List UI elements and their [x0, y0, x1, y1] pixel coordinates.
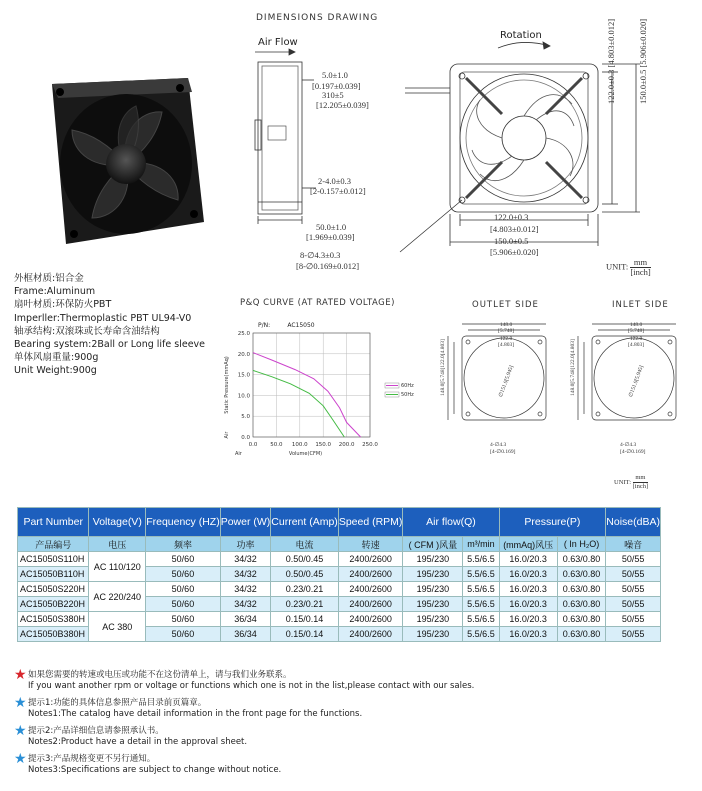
mmaq-cell: 16.0/20.3: [499, 552, 557, 567]
speed-cell: 2400/2600: [338, 597, 403, 612]
inlet-top2: 122.0 [4.803]: [628, 336, 645, 348]
power-cell: 36/34: [220, 612, 271, 627]
dim-hole-spacing-inch: [4.803±0.012]: [490, 224, 539, 234]
cfm-cell: 195/230: [403, 597, 463, 612]
m3-cell: 5.5/6.5: [463, 567, 499, 582]
spec-line: 外框材质:铝合金: [14, 273, 84, 284]
series-line-60Hz: [253, 353, 361, 437]
col-voltage-cn: 电压: [89, 537, 146, 552]
spec-table: [17, 507, 661, 642]
speed-cell: 2400/2600: [338, 612, 403, 627]
dim-width: 150.0±0.5: [494, 236, 529, 246]
part-number-cell: AC15050B110H: [18, 567, 89, 582]
drawing-title: DIMENSIONS DRAWING: [256, 13, 379, 23]
voltage-cell: AC 380: [89, 612, 146, 642]
mmaq-cell: 16.0/20.3: [499, 597, 557, 612]
col-noise: Noise(dBA): [606, 508, 661, 537]
freq-cell: 50/60: [146, 582, 221, 597]
note-2: ★ 提示2:产品详细信息请参照承认书。 Notes2:Product have a detail in the approval sheet.: [14, 723, 248, 747]
spec-line: 单体风扇重量:900g: [14, 352, 99, 364]
outlet-top2: 122.0 [4.803]: [498, 336, 515, 348]
col-cfm-cn: ( CFM )风量: [403, 537, 463, 552]
note-1: ★ 提示1:功能的具体信息参照产品目录前页篇章。 Notes1:The catalog have detail information in the front page for the functions.: [14, 695, 363, 719]
col-airflow: Air flow(Q): [403, 508, 499, 537]
cfm-cell: 195/230: [403, 552, 463, 567]
unit-label: UNIT: mm [inch]: [606, 257, 651, 277]
col-frequency: Frequency (HZ): [146, 508, 221, 537]
power-cell: 34/32: [220, 597, 271, 612]
col-pressure: Pressure(P): [499, 508, 606, 537]
part-number-cell: AC15050B380H: [18, 627, 89, 642]
spec-line: Frame:Aluminum: [14, 286, 96, 298]
inh2o-cell: 0.63/0.80: [557, 582, 605, 597]
spec-line: Unit Weight:900g: [14, 365, 97, 377]
part-number-cell: AC15050B220H: [18, 597, 89, 612]
m3-cell: 5.5/6.5: [463, 627, 499, 642]
noise-cell: 50/55: [606, 552, 661, 567]
speed-cell: 2400/2600: [338, 567, 403, 582]
legend-label: 50Hz: [401, 392, 414, 398]
col-speed-cn: 转速: [338, 537, 403, 552]
dim-holes: 8-∅4.3±0.3: [300, 250, 341, 260]
col-power-cn: 功率: [220, 537, 271, 552]
voltage-cell: AC 110/120: [89, 552, 146, 582]
series-line-50Hz: [253, 370, 344, 437]
x-air-label: Air: [235, 451, 242, 457]
current-cell: 0.50/0.45: [271, 567, 339, 582]
inlet-hole: 4-∅4.3 [4-∅0.169]: [620, 442, 646, 455]
unit-label-2: UNIT: mm [inch]: [614, 474, 649, 490]
air-flow-label: Air Flow: [258, 37, 298, 48]
speed-cell: 2400/2600: [338, 552, 403, 567]
freq-cell: 50/60: [146, 597, 221, 612]
power-cell: 34/32: [220, 552, 271, 567]
pq-chart: [220, 325, 420, 475]
fan-photo: [30, 72, 210, 252]
col-part-number-cn: 产品编号: [18, 537, 89, 552]
outlet-left: 148.0[5.748]122.0[4.803]: [440, 339, 446, 396]
dim-terminal: 2-4.0±0.3: [318, 176, 351, 186]
noise-cell: 50/55: [606, 567, 661, 582]
col-part-number: Part Number: [18, 508, 89, 537]
inh2o-cell: 0.63/0.80: [557, 627, 605, 642]
spec-line: 扇叶材质:环保防火PBT: [14, 299, 112, 311]
noise-cell: 50/55: [606, 597, 661, 612]
dim-cable-length: 310±5: [322, 90, 344, 100]
plot-frame: [253, 333, 370, 437]
star-icon: ★: [14, 667, 27, 683]
col-noise-cn: 噪音: [606, 537, 661, 552]
col-speed: Speed (RPM): [338, 508, 403, 537]
col-current-cn: 电流: [271, 537, 339, 552]
note-3: ★ 提示3:产品规格变更不另行通知。 Notes3:Specifications are subject to change without notice.: [14, 751, 282, 775]
star-icon: ★: [14, 751, 27, 767]
outlet-title: OUTLET SIDE: [472, 300, 539, 310]
y-axis-label: Static Pressure(mmAq): [224, 356, 230, 414]
spec-line: Imperller:Thermoplastic PBT UL94-V0: [14, 312, 192, 324]
inh2o-cell: 0.63/0.80: [557, 552, 605, 567]
cfm-cell: 195/230: [403, 567, 463, 582]
inh2o-cell: 0.63/0.80: [557, 567, 605, 582]
inlet-title: INLET SIDE: [612, 300, 669, 310]
inlet-left: 148.0[5.748]122.0[4.803]: [570, 339, 576, 396]
y-tick-label: 5.0: [241, 414, 250, 421]
x-tick-label: 0.0: [248, 442, 258, 448]
table-row: [18, 582, 661, 597]
note-contact: ★ 如果您需要的转速或电压或功能不在这份清单上，请与我们业务联系。 If you want another rpm or voltage or functions which one is not in the list,please contact with our sales.: [14, 667, 475, 691]
y-air-label: Air: [224, 431, 230, 439]
m3-cell: 5.5/6.5: [463, 612, 499, 627]
part-number-cell: AC15050S380H: [18, 612, 89, 627]
table-row: [18, 612, 661, 627]
freq-cell: 50/60: [146, 552, 221, 567]
pq-pn: P/N: AC15050: [258, 322, 315, 329]
inlet-center: ∅151.0[5.945]: [628, 364, 645, 399]
freq-cell: 50/60: [146, 612, 221, 627]
current-cell: 0.15/0.14: [271, 612, 339, 627]
mmaq-cell: 16.0/20.3: [499, 612, 557, 627]
freq-cell: 50/60: [146, 627, 221, 642]
noise-cell: 50/55: [606, 627, 661, 642]
col-voltage: Voltage(V): [89, 508, 146, 537]
current-cell: 0.23/0.21: [271, 597, 339, 612]
mmaq-cell: 16.0/20.3: [499, 627, 557, 642]
x-tick-label: 250.0: [362, 442, 378, 448]
m3-cell: 5.5/6.5: [463, 597, 499, 612]
spec-line: 轴承结构:双滚珠或长寿命含油结构: [14, 325, 160, 337]
rotation-label: Rotation: [500, 30, 542, 41]
dim-hole-spacing: 122.0±0.3: [494, 212, 529, 222]
cfm-cell: 195/230: [403, 612, 463, 627]
mmaq-cell: 16.0/20.3: [499, 582, 557, 597]
col-frequency-cn: 频率: [146, 537, 221, 552]
col-power: Power (W): [220, 508, 271, 537]
spec-line: Bearing system:2Ball or Long life sleeve: [14, 339, 206, 351]
dim-vert-width: 150.0±0.5 [5.906±0.020]: [638, 18, 648, 104]
dim-vert-hole: 122.0±0.3 [4.803±0.012]: [606, 18, 616, 104]
dim-cable-length-inch: [12.205±0.039]: [316, 100, 369, 110]
current-cell: 0.15/0.14: [271, 627, 339, 642]
col-m3-cn: m³/min: [463, 537, 499, 552]
cfm-cell: 195/230: [403, 582, 463, 597]
m3-cell: 5.5/6.5: [463, 582, 499, 597]
outlet-top1: 148.0 [5.748]: [498, 322, 515, 334]
y-tick-label: 25.0: [237, 331, 250, 337]
y-tick-label: 15.0: [237, 372, 250, 379]
dim-terminal-inch: [2-0.157±0.012]: [310, 186, 366, 196]
y-tick-label: 10.0: [237, 393, 250, 400]
speed-cell: 2400/2600: [338, 627, 403, 642]
x-tick-label: 200.0: [338, 442, 355, 448]
part-number-cell: AC15050S220H: [18, 582, 89, 597]
y-tick-label: 20.0: [237, 351, 250, 358]
noise-cell: 50/55: [606, 612, 661, 627]
inh2o-cell: 0.63/0.80: [557, 612, 605, 627]
outlet-center: ∅151.0[5.945]: [498, 364, 515, 399]
x-axis-label: Volume(CFM): [288, 451, 323, 457]
pq-title: P&Q CURVE (AT RATED VOLTAGE): [240, 298, 395, 308]
dim-cable-offset-inch: [0.197±0.039]: [312, 81, 361, 91]
dim-depth: 50.0±1.0: [316, 222, 347, 232]
x-tick-label: 50.0: [270, 442, 283, 448]
star-icon: ★: [14, 723, 27, 739]
freq-cell: 50/60: [146, 567, 221, 582]
dim-holes-inch: [8-∅0.169±0.012]: [296, 261, 360, 271]
current-cell: 0.23/0.21: [271, 582, 339, 597]
x-tick-label: 150.0: [315, 442, 332, 448]
col-mmaq-cn: (mmAq)风压: [499, 537, 557, 552]
col-inh2o-cn: ( In H₂O): [557, 537, 605, 552]
speed-cell: 2400/2600: [338, 582, 403, 597]
star-icon: ★: [14, 695, 27, 711]
power-cell: 36/34: [220, 627, 271, 642]
y-tick-label: 0.0: [241, 435, 250, 441]
col-current: Current (Amp): [271, 508, 339, 537]
x-tick-label: 100.0: [291, 442, 308, 448]
voltage-cell: AC 220/240: [89, 582, 146, 612]
spec-list: [14, 272, 205, 378]
part-number-cell: AC15050S110H: [18, 552, 89, 567]
inlet-top1: 148.0 [5.748]: [628, 322, 645, 334]
legend-label: 60Hz: [401, 383, 414, 389]
power-cell: 34/32: [220, 582, 271, 597]
current-cell: 0.50/0.45: [271, 552, 339, 567]
m3-cell: 5.5/6.5: [463, 552, 499, 567]
dim-depth-inch: [1.969±0.039]: [306, 232, 355, 242]
noise-cell: 50/55: [606, 582, 661, 597]
cfm-cell: 195/230: [403, 627, 463, 642]
dim-width-inch: [5.906±0.020]: [490, 247, 539, 257]
power-cell: 34/32: [220, 567, 271, 582]
mmaq-cell: 16.0/20.3: [499, 567, 557, 582]
inh2o-cell: 0.63/0.80: [557, 597, 605, 612]
dim-cable-offset: 5.0±1.0: [322, 70, 348, 80]
table-row: [18, 552, 661, 567]
outlet-hole: 4-∅4.3 [4-∅0.169]: [490, 442, 516, 455]
